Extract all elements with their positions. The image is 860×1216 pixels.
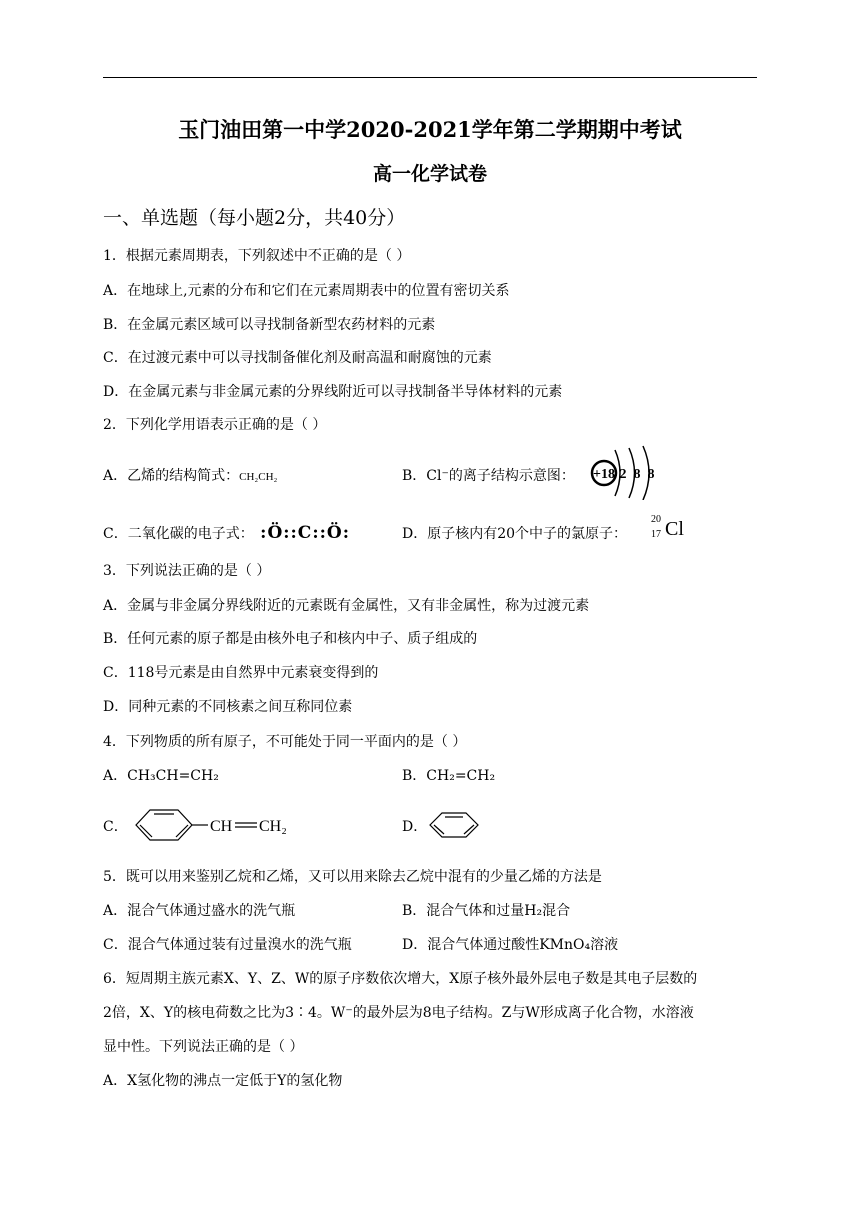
- shell-2-electrons: 8: [633, 467, 641, 482]
- q6-option-a: A．X氢化物的沸点一定低于Y的氢化物: [103, 1073, 343, 1089]
- q4-option-b: B．CH₂=CH₂: [402, 768, 496, 784]
- q1-option-c: C．在过渡元素中可以寻找制备催化剂及耐高温和耐腐蚀的元素: [103, 350, 492, 366]
- q4-option-d-label: D．: [402, 819, 428, 835]
- q2-option-b: [402, 465, 575, 485]
- q5-option-a: A．混合气体通过盛水的洗气瓶: [103, 903, 296, 919]
- q5-stem: 5．既可以用来鉴别乙烷和乙烯，又可以用来除去乙烷中混有的少量乙烯的方法是: [103, 869, 602, 885]
- q2-option-a-label: A．乙烯的结构简式：: [103, 468, 240, 484]
- q6-stem-line-3: 显中性。下列说法正确的是（ ）: [103, 1039, 304, 1055]
- header-rule: [103, 77, 757, 78]
- nucleus-charge: +18: [593, 467, 615, 482]
- q1-option-b: B．在金属元素区域可以寻找制备新型农药材料的元素: [103, 317, 436, 333]
- q5-option-c: C．混合气体通过装有过量溴水的洗气瓶: [103, 937, 352, 953]
- benzene-d-double-bond-3: [464, 825, 474, 834]
- section-heading: 一、单选题（每小题2分，共40分）: [103, 207, 406, 229]
- element-symbol: Cl: [665, 518, 684, 540]
- q5-option-d: D．混合气体通过酸性KMnO₄溶液: [402, 937, 619, 953]
- q3-option-d: D．同种元素的不同核素之间互称同位素: [103, 699, 353, 715]
- q2-option-d: [402, 523, 627, 543]
- q1-option-a: A．在地球上,元素的分布和它们在元素周期表中的位置有密切关系: [103, 283, 510, 299]
- q2-option-a: [103, 465, 277, 485]
- benzene-d-double-bond-2: [434, 825, 444, 834]
- q2-stem: 2．下列化学用语表示正确的是（ ）: [103, 417, 327, 433]
- q5-option-b: B．混合气体和过量H₂混合: [402, 903, 571, 919]
- q1-option-d: D．在金属元素与非金属元素的分界线附近可以寻找制备半导体材料的元素: [103, 384, 563, 400]
- vinyl-ch2-group: CH₂: [259, 818, 287, 835]
- atomic-number: 17: [651, 529, 661, 540]
- q2-option-d-label: D．原子核内有20个中子的氯原子：: [402, 526, 628, 542]
- chlorine-isotope-notation: [651, 514, 691, 546]
- exam-title: 玉门油田第一中学2020-2021学年第二学期期中考试: [178, 117, 682, 142]
- vinyl-ch-group: CH: [210, 818, 233, 835]
- q3-stem: 3．下列说法正确的是（ ）: [103, 563, 271, 579]
- q4-option-c-label: C．: [103, 819, 128, 835]
- q3-option-b: B．任何元素的原子都是由核外电子和核内中子、质子组成的: [103, 631, 478, 647]
- mass-number: 20: [651, 514, 661, 525]
- benzene-structure: [426, 806, 484, 844]
- q3-option-c: C．118号元素是由自然界中元素衰变得到的: [103, 665, 379, 681]
- q6-stem-line-1: 6．短周期主族元素X、Y、Z、W的原子序数依次增大，X原子核外最外层电子数是其电子层数的: [103, 971, 698, 987]
- q1-stem: 1．根据元素周期表，下列叙述中不正确的是（ ）: [103, 248, 411, 264]
- q2-option-c: [103, 523, 350, 543]
- q6-stem-line-2: 2倍，X、Y的核电荷数之比为3∶4。W⁻的最外层为8电子结构。Z与W形成离子化合物，水溶液: [103, 1005, 694, 1021]
- q4-stem: 4．下列物质的所有原子，不可能处于同一平面内的是（ ）: [103, 734, 467, 750]
- shell-1-electrons: 2: [619, 467, 627, 482]
- cl-ion-structure-diagram: [585, 444, 665, 500]
- co2-electron-formula: :Ö::C::Ö:: [260, 523, 350, 543]
- q2-option-b-label: B．Cl⁻的离子结构示意图：: [402, 468, 575, 484]
- exam-subtitle: 高一化学试卷: [372, 163, 487, 185]
- q2-option-c-label: C．二氧化碳的电子式：: [103, 526, 254, 542]
- q2-option-a-formula: CH₂CH₂: [239, 471, 278, 483]
- q3-option-a: A．金属与非金属分界线附近的元素既有金属性，又有非金属性，称为过渡元素: [103, 598, 590, 614]
- q4-option-a: A．CH₃CH=CH₂: [103, 768, 219, 784]
- styrene-structure: [124, 802, 304, 848]
- shell-3-electrons: 8: [647, 467, 655, 482]
